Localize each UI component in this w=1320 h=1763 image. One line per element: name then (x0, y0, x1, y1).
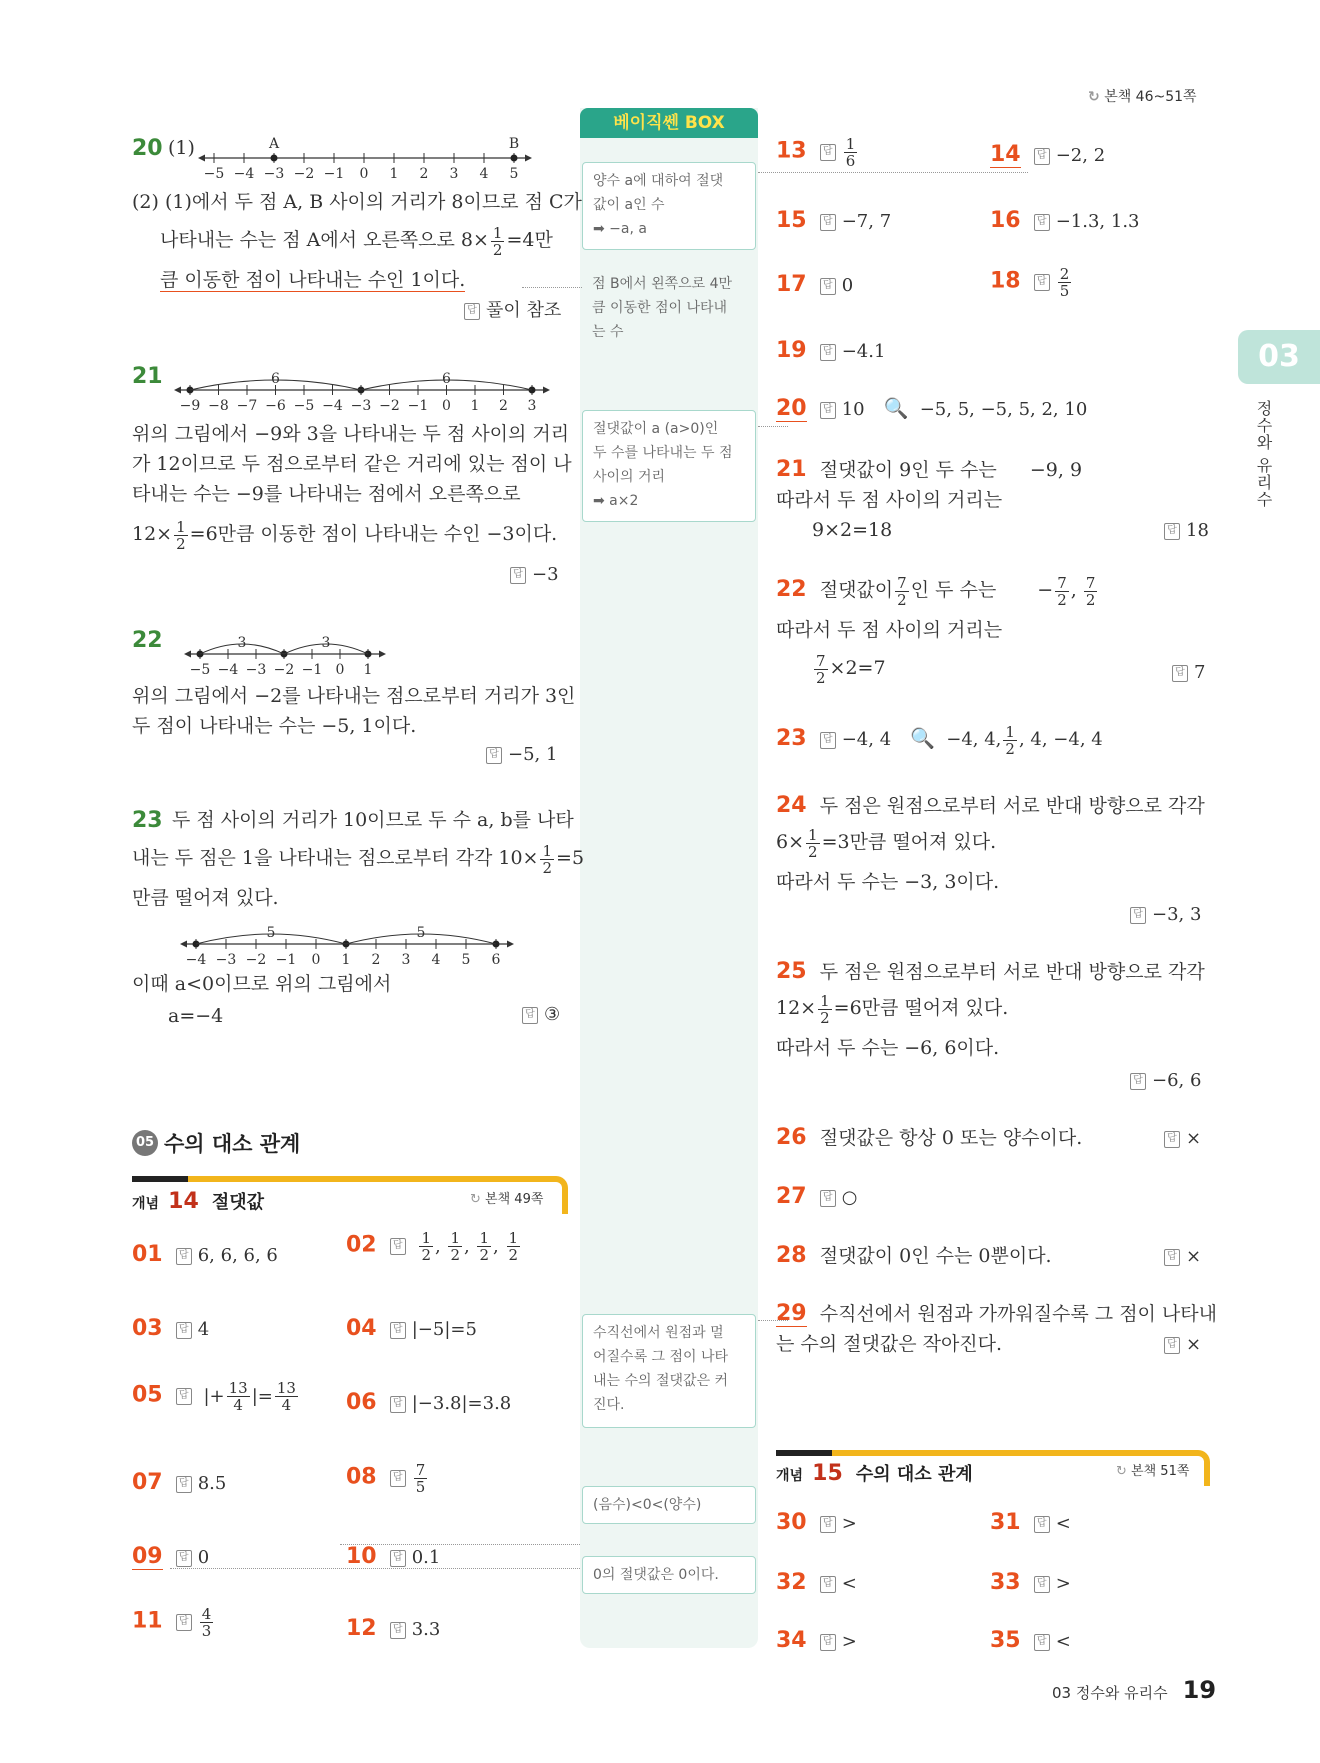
answer-icon: 답 (1164, 1131, 1180, 1148)
box-note-6: 0의 절댓값은 0이다. (582, 1556, 756, 1594)
box-note-2: 점 B에서 왼쪽으로 4만 큼 이동한 점이 나타내 는 수 (592, 276, 733, 340)
arrow-head (379, 651, 386, 658)
arrow-head (198, 155, 205, 162)
answer-item: 08 답 $\frac{7}{5}$ (346, 1461, 426, 1496)
concept-label: 개념 15 수의 대소 관계 (776, 1461, 973, 1486)
answer: 답 18 (1164, 520, 1209, 541)
answer-item: 30 답 > (776, 1510, 857, 1535)
answer-icon: 답 (820, 732, 836, 749)
tick-label: −5 (189, 662, 211, 678)
concept-ref: ↻ 본책 51쪽 (1116, 1464, 1190, 1479)
answer-icon: 답 (1034, 274, 1050, 291)
answer-item: 05 답 |+ $\frac{13}{4}$ |= $\frac{13}{4}$ (132, 1379, 296, 1414)
magnifier-icon: 🔍 (910, 726, 936, 750)
tick-label: 1 (363, 662, 373, 678)
q25-right-line3: 따라서 두 수는 −6, 6이다. (776, 1037, 1000, 1059)
tick-label: −6 (265, 398, 286, 414)
arc-label: 6 (442, 371, 451, 387)
q22-text: 위의 그림에서 −2를 나타내는 점으로부터 거리가 3인 두 점이 나타내는 수는 −5, 1이다. (132, 685, 576, 737)
tick-label: 0 (359, 166, 369, 182)
answer-item: 23 답 −4, 4 🔍 −4, 4, $\frac{1}{2}$ , 4, −4, 4 (776, 723, 1103, 758)
answer-icon: 답 (1034, 1516, 1050, 1533)
connector-line (758, 426, 788, 427)
tick-label: 4 (479, 166, 489, 182)
q26-right: 26 절댓값은 항상 0 또는 양수이다. (776, 1125, 1083, 1150)
answer-item: 15 답 −7, 7 (776, 208, 892, 233)
box-note-3: 절댓값이 a (a>0)인 두 수를 나타내는 두 점 사이의 거리 ➡ a×2 (582, 410, 756, 522)
arrow-head (525, 155, 532, 162)
page-ref-header: ↻ 본책 46~51쪽 (1088, 89, 1197, 105)
answer-item: 33 답 > (990, 1570, 1071, 1595)
answer-icon: 답 (820, 1634, 836, 1651)
q28-right: 28 절댓값이 0인 수는 0뿐이다. (776, 1243, 1052, 1268)
answer-icon: 답 (1172, 665, 1188, 682)
q25-right-line2: 12× $\frac{1}{2}$ =6만큼 떨어져 있다. (776, 991, 1009, 1027)
answer-icon: 답 (390, 1550, 406, 1567)
q22-right: 22 절댓값이 $\frac{7}{2}$ 인 두 수는 − $\frac{7}{2}$ , $\frac{7}{2}$ (776, 574, 1096, 609)
answer-item: 12 답 3.3 (346, 1616, 441, 1641)
refresh-icon: ↻ (1088, 89, 1100, 105)
section-title: 수의 대소 관계 (164, 1132, 301, 1156)
answer-item: 32 답 < (776, 1570, 857, 1595)
arc-label: 5 (266, 925, 276, 941)
tick-label: −2 (245, 952, 267, 968)
question-number: 20 (132, 136, 163, 161)
box-note-4: 수직선에서 원점과 멀 어질수록 그 점이 나타 내는 수의 절댓값은 커 진다. (582, 1314, 756, 1428)
q25-right: 25 두 점은 원점으로부터 서로 반대 방향으로 각각 (776, 959, 1205, 984)
concept-label: 개념 14 절댓값 (132, 1189, 265, 1214)
answer-icon: 답 (176, 1388, 192, 1405)
answer-icon: 답 (176, 1550, 192, 1567)
tick-label: 6 (491, 952, 501, 968)
section-badge: 05 (132, 1130, 158, 1156)
tick-label: −4 (217, 662, 239, 678)
answer-icon: 답 (390, 1322, 406, 1339)
q21-text: 위의 그림에서 −9와 3을 나타내는 두 점 사이의 거리 가 12이므로 두 점으로부터 같은 거리에 있는 점이 나 타내는 수는 −9를 나타내는 점에서 오른쪽으로 (132, 423, 572, 505)
answer-item: 01 답 6, 6, 6, 6 (132, 1242, 278, 1267)
answer-item: 10 답 0.1 (346, 1544, 441, 1569)
answer-item: 20 답 10 🔍 −5, 5, −5, 5, 2, 10 (776, 396, 1088, 421)
question-number: 22 (132, 628, 163, 653)
tick-label: 1 (389, 166, 399, 182)
tick-label: 0 (311, 952, 321, 968)
answer-item: 34 답 > (776, 1628, 857, 1653)
arrow-head (507, 941, 514, 948)
q20-line3: 큼 이동한 점이 나타내는 수인 1이다. (160, 269, 466, 291)
tick-label: 2 (499, 398, 508, 414)
refresh-icon: ↻ (470, 1192, 481, 1207)
tick-label: −3 (245, 662, 267, 678)
answer-icon: 답 (820, 144, 836, 161)
answer-icon: 답 (464, 303, 480, 320)
answer-icon: 답 (1034, 1634, 1050, 1651)
q24-right-line2: 6× $\frac{1}{2}$ =3만큼 떨어져 있다. (776, 825, 997, 861)
answer-item: 18 답 $\frac{2}{5}$ (990, 265, 1070, 300)
answer-item: 02 답 $\frac{1}{2}$ , $\frac{1}{2}$ , $\frac{1}{2}$ , $\frac{1}{2}$ (346, 1229, 519, 1264)
answer-icon: 답 (820, 278, 836, 295)
answer-item: 16 답 −1.3, 1.3 (990, 208, 1140, 233)
answer-item: 13 답 $\frac{1}{6}$ (776, 135, 856, 170)
arrow-head (543, 387, 550, 394)
answer: 답 ③ (522, 1004, 560, 1025)
arc-label: 5 (416, 925, 426, 941)
question-number: 21 (132, 364, 163, 389)
box-note-5: (음수)<0<(양수) (582, 1486, 756, 1524)
basic-box-title: 베이직쎈 BOX (580, 108, 758, 138)
tick-label: 0 (442, 398, 451, 414)
tick-label: 0 (335, 662, 345, 678)
answer: 답 −3, 3 (1130, 904, 1201, 925)
number-line-22 (176, 628, 410, 678)
tick-label: −2 (273, 662, 295, 678)
answer-icon: 답 (820, 214, 836, 231)
tick-label: −8 (208, 398, 229, 414)
tick-label: −4 (185, 952, 207, 968)
arc-label: 6 (271, 371, 280, 387)
answer-icon: 답 (1130, 1073, 1146, 1090)
answer-icon: 답 (1164, 523, 1180, 540)
tick-label: 1 (470, 398, 480, 414)
q24-right: 24 두 점은 원점으로부터 서로 반대 방향으로 각각 (776, 793, 1205, 818)
chapter-tab: 03 (1238, 330, 1320, 384)
answer-icon: 답 (1164, 1337, 1180, 1354)
answer-item: 27 답 ○ (776, 1184, 858, 1209)
tick-label: −5 (203, 166, 225, 182)
tick-label: −3 (215, 952, 237, 968)
answer-item: 03 답 4 (132, 1316, 210, 1341)
answer-item: 07 답 8.5 (132, 1470, 227, 1495)
tick-label: −4 (322, 398, 343, 414)
arrow-head (180, 941, 187, 948)
q29-right-line2: 는 수의 절댓값은 작아진다. (776, 1333, 1003, 1355)
tick-label: −3 (350, 398, 372, 414)
point (511, 155, 518, 162)
answer-icon: 답 (1034, 214, 1050, 231)
answer-icon: 답 (820, 1516, 836, 1533)
answer-item: 19 답 −4.1 (776, 338, 886, 363)
q21-right: 21 절댓값이 9인 두 수는 −9, 9 (776, 457, 1083, 482)
q23-line1: 두 점 사이의 거리가 10이므로 두 수 a, b를 나타 (172, 809, 574, 831)
tick-label: −5 (293, 398, 315, 414)
answer-icon: 답 (522, 1007, 538, 1024)
answer-icon: 답 (390, 1238, 406, 1255)
answer-icon: 답 (1164, 1249, 1180, 1266)
tick-label: 2 (371, 952, 381, 968)
answer-icon: 답 (820, 344, 836, 361)
answer-icon: 답 (486, 747, 502, 764)
q22-right-line3: $\frac{7}{2}$ ×2=7 (816, 651, 886, 687)
point (271, 155, 278, 162)
arrow-head (174, 387, 181, 394)
answer-item: 11 답 $\frac{4}{3}$ (132, 1605, 212, 1640)
answer-item: 09 답 0 (132, 1544, 210, 1569)
arrow-head (184, 651, 191, 658)
answer-icon: 답 (1034, 148, 1050, 165)
answer-icon: 답 (390, 1470, 406, 1487)
tick-label: 5 (461, 952, 471, 968)
answer-icon: 답 (390, 1396, 406, 1413)
answer-icon: 답 (176, 1614, 192, 1631)
number-line-21 (166, 358, 562, 416)
q29-right: 29 수직선에서 원점과 가까워질수록 그 점이 나타내 (776, 1301, 1217, 1326)
point-label: A (268, 136, 280, 152)
tick-label: −9 (179, 398, 201, 414)
answer: 답 × (1164, 1128, 1201, 1149)
number-line-23 (176, 916, 526, 968)
tick-label: −1 (407, 398, 429, 414)
answer: 답 −5, 1 (486, 744, 557, 765)
answer-item: 14 답 −2, 2 (990, 142, 1106, 167)
answer: 답 × (1164, 1246, 1201, 1267)
point-label: B (508, 136, 520, 152)
box-note-1: 양수 a에 대하여 절댓 값이 a인 수 ➡ −a, a (582, 162, 756, 250)
q20-line2: 나타내는 수는 점 A에서 오른쪽으로 8× $\frac{1}{2}$ =4만 (160, 223, 553, 259)
answer: 답 −3 (510, 564, 559, 585)
footer: 03 정수와 유리수 19 (1052, 1676, 1217, 1704)
answer: 답 × (1164, 1334, 1201, 1355)
tick-label: 4 (431, 952, 441, 968)
connector-line (522, 287, 582, 288)
answer-icon: 답 (176, 1248, 192, 1265)
tick-label: 1 (341, 952, 351, 968)
tick-label: 2 (419, 166, 429, 182)
tick-label: 3 (449, 166, 459, 182)
answer: 답 −6, 6 (1130, 1070, 1201, 1091)
arc-label: 3 (237, 635, 247, 651)
q23-line5: a=−4 (168, 1005, 224, 1027)
answer-icon: 답 (176, 1476, 192, 1493)
answer-item: 04 답 |−5|=5 (346, 1316, 477, 1341)
magnifier-icon: 🔍 (883, 396, 909, 420)
number-line-20 (196, 134, 566, 184)
tick-label: −2 (379, 398, 400, 414)
answer-icon: 답 (820, 402, 836, 419)
chapter-side-label: 정수와 유리수 (1254, 400, 1273, 509)
tick-label: 5 (509, 166, 519, 182)
answer-item: 35 답 < (990, 1628, 1071, 1653)
q21-line4: 12× $\frac{1}{2}$ =6만큼 이동한 점이 나타내는 수인 −3이다. (132, 517, 558, 553)
answer-item: 31 답 < (990, 1510, 1071, 1535)
answer-icon: 답 (820, 1576, 836, 1593)
q21-right-line2: 따라서 두 점 사이의 거리는 (776, 489, 1003, 511)
answer-item: 06 답 |−3.8|=3.8 (346, 1390, 512, 1415)
tick-label: 3 (527, 398, 537, 414)
q22-right-line2: 따라서 두 점 사이의 거리는 (776, 619, 1003, 641)
answer-icon: 답 (176, 1322, 192, 1339)
answer-icon: 답 (1034, 1576, 1050, 1593)
q23-line3: 만큼 떨어져 있다. (132, 887, 279, 909)
tick-label: −7 (236, 398, 258, 414)
tick-label: 3 (401, 952, 411, 968)
concept-ref: ↻ 본책 49쪽 (470, 1192, 544, 1207)
connector-line (758, 172, 1028, 173)
answer-icon: 답 (820, 1190, 836, 1207)
answer-icon: 답 (1130, 907, 1146, 924)
q21-right-line3: 9×2=18 (812, 519, 893, 541)
tick-label: −2 (293, 166, 315, 182)
q23-line2: 내는 두 점은 1을 나타내는 점으로부터 각각 10× $\frac{1}{2}$ =5 (132, 841, 585, 877)
arc-label: 3 (321, 635, 331, 651)
answer: 답 풀이 참조 (464, 296, 561, 322)
tick-label: −4 (233, 166, 255, 182)
q20-line1: (2) (1)에서 두 점 A, B 사이의 거리가 8이므로 점 C가 (132, 191, 582, 213)
part-label: (1) (168, 137, 195, 159)
q24-right-line3: 따라서 두 수는 −3, 3이다. (776, 871, 1000, 893)
tick-label: −1 (301, 662, 323, 678)
tick-label: −3 (263, 166, 285, 182)
tick-label: −1 (275, 952, 297, 968)
tick-label: −1 (323, 166, 345, 182)
answer-icon: 답 (390, 1622, 406, 1639)
refresh-icon: ↻ (1116, 1464, 1127, 1479)
answer-icon: 답 (510, 567, 526, 584)
question-number: 23 (132, 808, 163, 833)
answer: 답 7 (1172, 662, 1205, 683)
q23-line4: 이때 a<0이므로 위의 그림에서 (132, 973, 392, 995)
answer-item: 17 답 0 (776, 272, 854, 297)
